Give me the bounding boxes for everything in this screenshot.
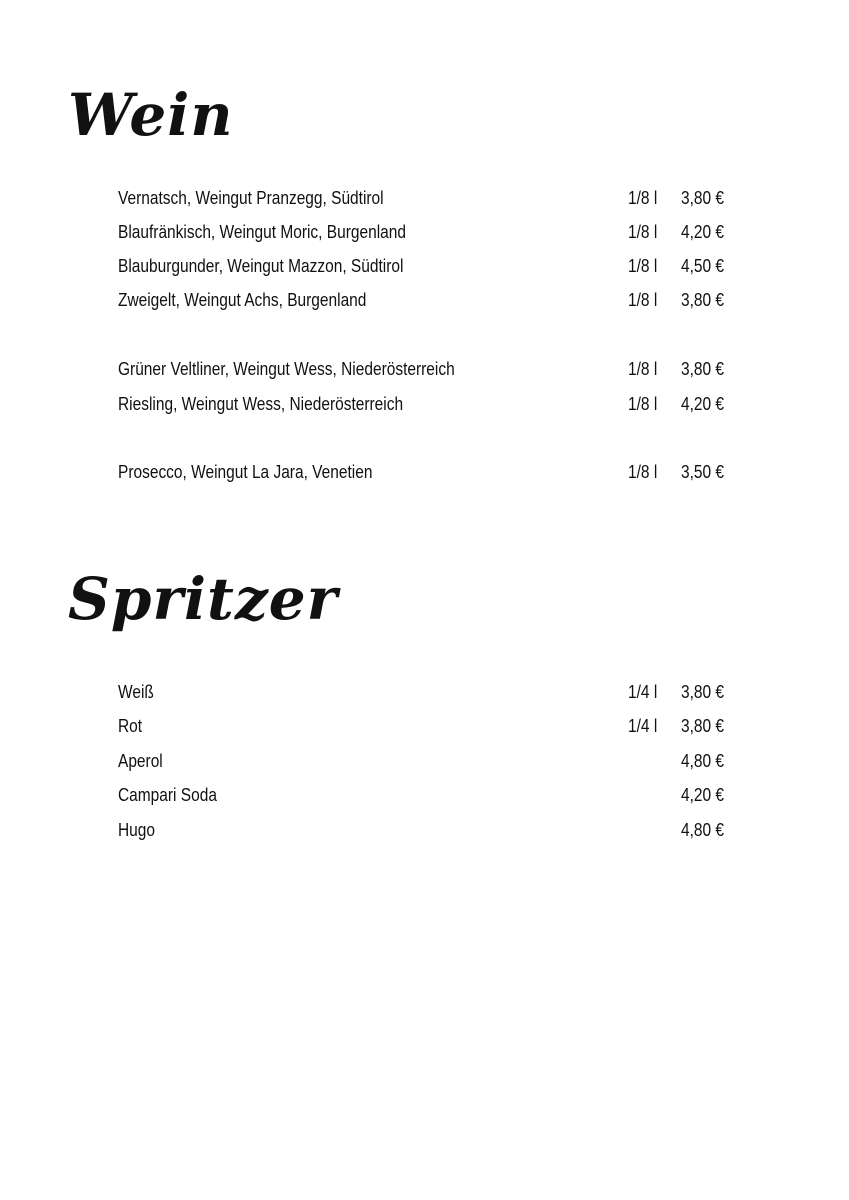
- item-size: 1/8 l: [628, 256, 658, 276]
- item-name: Blauburgunder, Weingut Mazzon, Südtirol: [118, 256, 404, 276]
- menu-item: [118, 678, 728, 706]
- menu-item: [118, 390, 728, 418]
- menu-item: [118, 458, 728, 486]
- section-title-wein: Wein: [68, 81, 234, 149]
- menu-item: [118, 355, 728, 383]
- item-name: Prosecco, Weingut La Jara, Venetien: [118, 462, 373, 482]
- item-price: 3,80 €: [680, 359, 724, 379]
- item-size: 1/4 l: [628, 682, 658, 702]
- item-size: 1/8 l: [628, 188, 658, 208]
- item-name: Blaufränkisch, Weingut Moric, Burgenland: [118, 222, 406, 242]
- item-name: Zweigelt, Weingut Achs, Burgenland: [118, 290, 367, 310]
- menu-item: [118, 712, 728, 740]
- item-price: 3,80 €: [680, 188, 724, 208]
- menu-item: [118, 218, 728, 246]
- item-price: 4,20 €: [680, 785, 724, 805]
- menu-item: [118, 816, 728, 844]
- item-name: Campari Soda: [118, 785, 217, 805]
- item-name: Grüner Veltliner, Weingut Wess, Niederösterreich: [118, 359, 455, 379]
- item-name: Riesling, Weingut Wess, Niederösterreich: [118, 394, 404, 414]
- item-price: 3,80 €: [680, 716, 724, 736]
- menu-item: [118, 747, 728, 775]
- item-size: 1/8 l: [628, 290, 658, 310]
- item-size: 1/8 l: [628, 394, 658, 414]
- menu-item: [118, 286, 728, 314]
- item-price: 4,20 €: [680, 394, 724, 414]
- item-price: 3,50 €: [680, 462, 724, 482]
- item-price: 4,20 €: [680, 222, 724, 242]
- item-size: 1/8 l: [628, 359, 658, 379]
- item-size: 1/8 l: [628, 462, 658, 482]
- item-name: Aperol: [118, 751, 163, 771]
- item-name: Vernatsch, Weingut Pranzegg, Südtirol: [118, 188, 384, 208]
- item-name: Hugo: [118, 820, 156, 840]
- menu-item: [118, 252, 728, 280]
- item-price: 4,80 €: [680, 751, 724, 771]
- item-name: Weiß: [118, 682, 154, 702]
- item-price: 3,80 €: [680, 682, 724, 702]
- item-price: 4,80 €: [680, 820, 724, 840]
- item-price: 4,50 €: [680, 256, 724, 276]
- item-size: 1/8 l: [628, 222, 658, 242]
- section-title-spritzer: Spritzer: [68, 565, 339, 633]
- item-name: Rot: [118, 716, 143, 736]
- item-price: 3,80 €: [680, 290, 724, 310]
- item-size: 1/4 l: [628, 716, 658, 736]
- menu-item: [118, 781, 728, 809]
- menu-item: [118, 184, 728, 212]
